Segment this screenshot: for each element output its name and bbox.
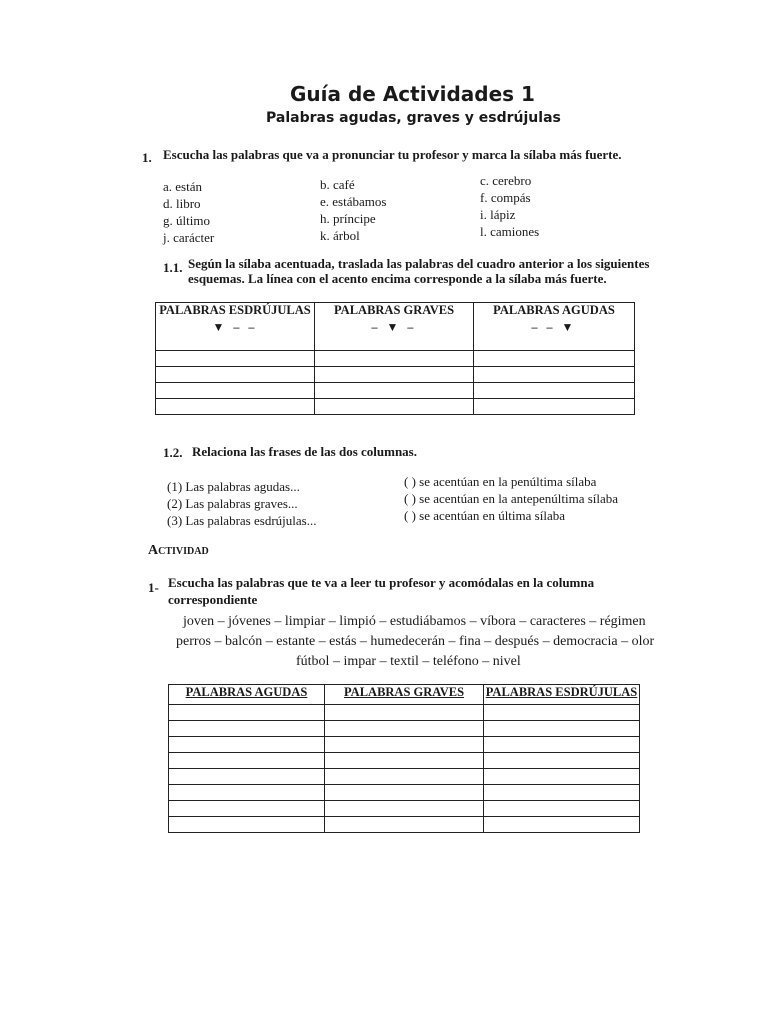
- answer-cell[interactable]: [325, 769, 484, 785]
- table-row: [156, 351, 635, 367]
- header-esdrujulas: PALABRAS ESDRÚJULAS: [484, 685, 640, 705]
- match-left-column: [167, 478, 316, 529]
- answer-cell[interactable]: [484, 785, 640, 801]
- word-list-column-1: [163, 178, 214, 246]
- word-bank-line-2: perros – balcón – estante – estás – humedecerán – fina – después – democracia – olor: [176, 634, 655, 649]
- answer-cell[interactable]: [484, 769, 640, 785]
- exercise-1-1-line-1: Según la sílaba acentuada, traslada las palabras del cuadro anterior a los siguientes: [188, 256, 650, 271]
- match-right-column: [404, 473, 618, 524]
- match-right-item[interactable]: ( ) se acentúan en última sílaba: [404, 508, 565, 523]
- scheme-table: [155, 302, 635, 415]
- table-row: [169, 737, 640, 753]
- header-graves: PALABRAS GRAVES: [325, 685, 484, 705]
- page-subtitle: Palabras agudas, graves y esdrújulas: [266, 110, 561, 126]
- answer-cell[interactable]: [156, 399, 315, 415]
- answer-cell[interactable]: [484, 801, 640, 817]
- answer-cell[interactable]: [325, 817, 484, 833]
- table-row: [156, 399, 635, 415]
- word-list-column-2: [320, 176, 386, 244]
- word-item: f. compás: [480, 190, 531, 205]
- scheme-esdrujula: ▼ ‒ ‒: [212, 320, 258, 334]
- table-row: [169, 705, 640, 721]
- answer-cell[interactable]: [474, 399, 635, 415]
- word-item: g. último: [163, 213, 210, 228]
- word-item: b. café: [320, 177, 355, 192]
- answer-cell[interactable]: [156, 383, 315, 399]
- word-item: l. camiones: [480, 224, 540, 239]
- answer-cell[interactable]: [325, 785, 484, 801]
- word-item: e. estábamos: [320, 194, 387, 209]
- answer-cell[interactable]: [474, 351, 635, 367]
- match-left-item: (1) Las palabras agudas...: [167, 479, 300, 494]
- answer-cell[interactable]: [325, 721, 484, 737]
- table-row: [169, 769, 640, 785]
- answer-cell[interactable]: [169, 801, 325, 817]
- table-row: [156, 383, 635, 399]
- header-agudas: PALABRAS AGUDAS: [169, 685, 325, 705]
- answer-cell[interactable]: [169, 785, 325, 801]
- exercise-1-1-number: 1.1.: [163, 260, 183, 275]
- answer-cell[interactable]: [484, 721, 640, 737]
- actividad-instruction-line-1: Escucha las palabras que te va a leer tu profesor y acomódalas en la columna: [168, 575, 595, 590]
- page-title: Guía de Actividades 1: [290, 82, 535, 106]
- exercise-1-2-instruction: Relaciona las frases de las dos columnas.: [192, 444, 417, 459]
- answer-cell[interactable]: [315, 367, 474, 383]
- word-item: c. cerebro: [480, 173, 532, 188]
- scheme-aguda: ‒ ‒ ▼: [531, 320, 577, 334]
- answer-cell[interactable]: [484, 817, 640, 833]
- word-item: i. lápiz: [480, 207, 516, 222]
- match-right-item[interactable]: ( ) se acentúan en la penúltima sílaba: [404, 474, 597, 489]
- answer-cell[interactable]: [169, 769, 325, 785]
- answer-cell[interactable]: [474, 367, 635, 383]
- match-right-item[interactable]: ( ) se acentúan en la antepenúltima sílaba: [404, 491, 619, 506]
- actividad-number: 1-: [148, 580, 159, 595]
- answer-cell[interactable]: [325, 705, 484, 721]
- answer-cell[interactable]: [156, 351, 315, 367]
- table-row: [169, 721, 640, 737]
- answer-cell[interactable]: [484, 705, 640, 721]
- answer-cell[interactable]: [156, 367, 315, 383]
- table-row: [169, 785, 640, 801]
- word-item: j. carácter: [163, 230, 215, 245]
- answer-cell[interactable]: [325, 737, 484, 753]
- answer-cell[interactable]: [325, 753, 484, 769]
- word-item: a. están: [163, 179, 202, 194]
- exercise-1-number: 1.: [142, 150, 152, 165]
- word-item: h. príncipe: [320, 211, 376, 226]
- answer-cell[interactable]: [169, 737, 325, 753]
- actividad-heading: Actividad: [148, 543, 209, 558]
- answer-cell[interactable]: [315, 383, 474, 399]
- answer-cell[interactable]: [484, 753, 640, 769]
- match-left-item: (3) Las palabras esdrújulas...: [167, 513, 317, 528]
- word-list-column-3: [480, 172, 539, 240]
- word-item: d. libro: [163, 196, 201, 211]
- header-agudas: PALABRAS AGUDAS ‒ ‒ ▼: [474, 303, 635, 351]
- exercise-1-1-line-2: esquemas. La línea con el acento encima corresponde a la sílaba más fuerte.: [188, 271, 607, 286]
- answer-cell[interactable]: [169, 753, 325, 769]
- header-graves: PALABRAS GRAVES ‒ ▼ ‒: [315, 303, 474, 351]
- answer-cell[interactable]: [484, 737, 640, 753]
- answer-cell[interactable]: [169, 817, 325, 833]
- answer-cell[interactable]: [315, 399, 474, 415]
- answer-cell[interactable]: [474, 383, 635, 399]
- actividad-instruction-line-2: correspondiente: [168, 592, 258, 607]
- table-row: [169, 817, 640, 833]
- word-item: k. árbol: [320, 228, 360, 243]
- exercise-1-2-number: 1.2.: [163, 445, 183, 460]
- table-row: [169, 801, 640, 817]
- table-row: [156, 367, 635, 383]
- answer-cell[interactable]: [169, 705, 325, 721]
- table-row: [169, 753, 640, 769]
- scheme-grave: ‒ ▼ ‒: [371, 320, 417, 334]
- word-bank-line-1: joven – jóvenes – limpiar – limpió – estudiábamos – víbora – caracteres – régimen: [183, 614, 646, 629]
- answer-cell[interactable]: [315, 351, 474, 367]
- header-esdrujulas: PALABRAS ESDRÚJULAS ▼ ‒ ‒: [156, 303, 315, 351]
- classification-table: [168, 684, 640, 833]
- exercise-1-instruction: Escucha las palabras que va a pronunciar tu profesor y marca la sílaba más fuerte.: [163, 147, 622, 162]
- word-bank-line-3: fútbol – impar – textil – teléfono – nivel: [296, 654, 521, 669]
- answer-cell[interactable]: [325, 801, 484, 817]
- answer-cell[interactable]: [169, 721, 325, 737]
- match-left-item: (2) Las palabras graves...: [167, 496, 298, 511]
